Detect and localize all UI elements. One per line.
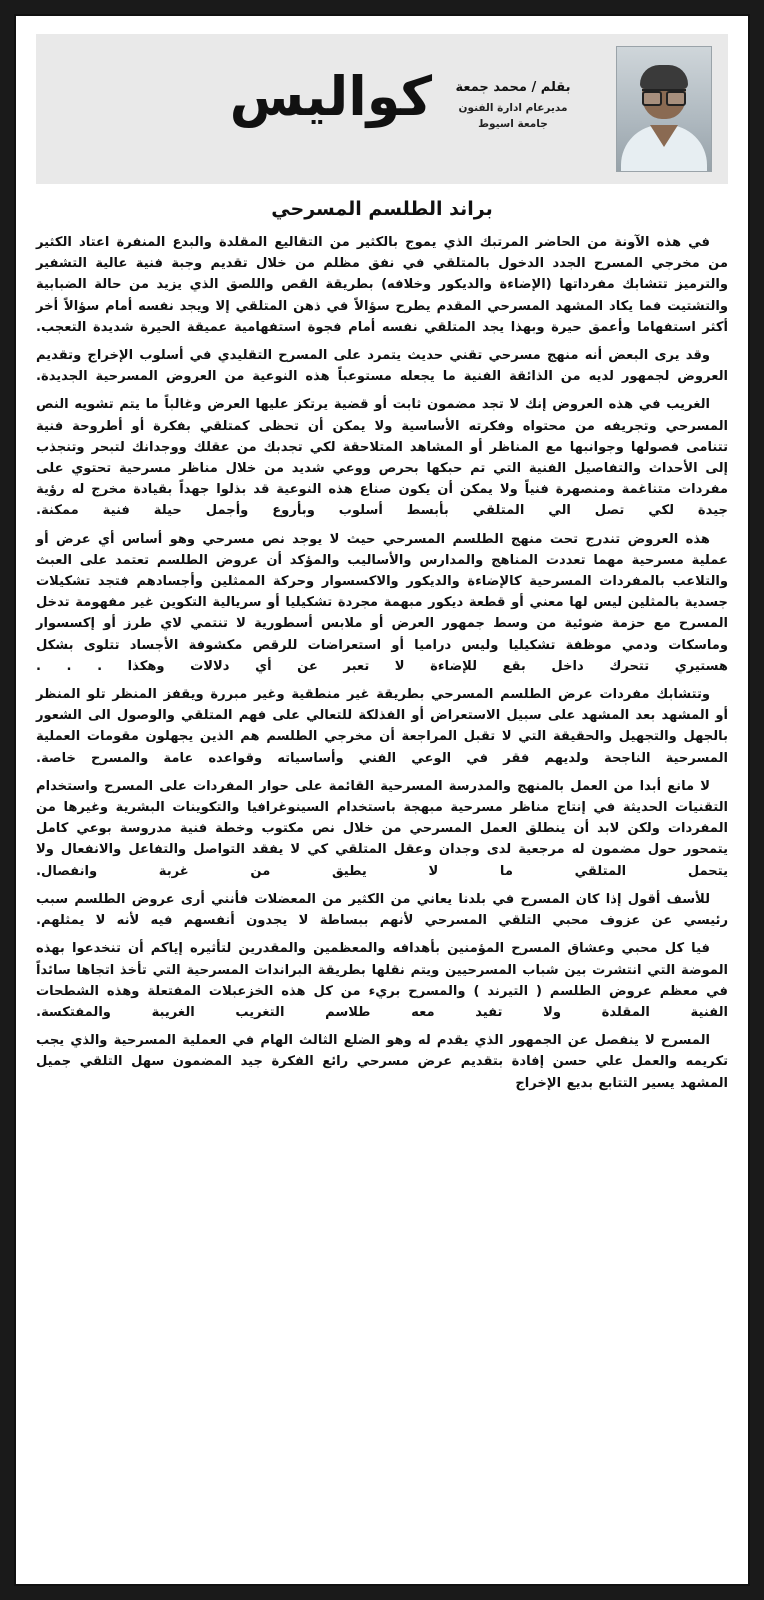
author-name: بقلم / محمد جمعة (455, 80, 571, 95)
article-body (36, 232, 728, 1094)
article-paragraph: في هذه الآونة من الحاضر المرتبك الذي يموج بالكثير من التقاليع المقلدة والبدع المنفرة اعتاد الكثير من مخرجي المسرح الجدد الدخول بالمتلقي في نفق مظلم من خلال تقديم وجبة فنية عالية التشفير والترميز تتشابك مفرداتها (الإضاءة والديكور وخلافه) بطريقة القص واللصق الذي يزيد من حالة الضبابية والتشتيت فما يكاد المشهد المسرحي المقدم يطرح سؤالاً في ذهن المتلقي إلا ويجد نفسه أمام سؤالاً أخر أكثر استفهاما وأعمق حيرة وبهذا يجد المتلقي نفسه أمام فجوة استفهامية عميقة الحيرة شديدة التعجب. (36, 235, 728, 335)
author-role: مديرعام ادارة الفنون (458, 102, 568, 114)
article-paragraph: هذه العروض تندرج تحت منهج الطلسم المسرحي حيث لا يوجد نص مسرحي وهو أساس أي عرض أو عملية مسرحية مهما تعددت المناهج والمدارس والأساليب والمؤكد أن عروض الطلسم تعتمد على العبث والتلاعب بالمفردات المسرحية كالإضاءة والديكور والاكسسوار وحركة الممثلين وأجسادهم فتجد تشكيلات جسدية بالمثلين ليس لها معني أو قطعة ديكور مبهمة مجردة تشكيليا أو سريالية التكوين غير مفهومة تدخل المسرح مع حزمة ضوئية من وسط جمهور العرض أو ملابس أسطورية لا تنتمي لاي طرز أو إكسسوار وماسكات ودمي موظفة تشكيليا وليس دراميا أو استعراضات للرقص مكشوفة الأجساد تتلوى بشكل هستيري تتحرك داخل بقع للإضاءة لا تعبر عن أي دلالات وهكذا . . . (36, 531, 728, 674)
publication-logo: كواليس (229, 65, 432, 128)
article-paragraph: الغريب في هذه العروض إنك لا تجد مضمون ثابت أو قضية يرتكز عليها العرض وغالباً ما يتم تشويه النص المسرحي وتجريفه من محتواه وفكرته الأساسية ولا يمكن أن تحظى كمتلقي بفكرة أو أطروحة فنية تتنامى فصولها وجوانبها مع المناظر أو المشاهد المتلاحقة لكي تجدبك من عقلك ووجدانك لتبحر وتنجذب إلى الأحداث والتفاصيل الفنية التي تم حبكها بحرص ووعي شديد من خلال مناظر مسرحية تحتوي على مفردات متناغمة ومنصهرة فنياً ولا يمكن أن يكون صناع هذه النوعية قد بذلوا جهداً بقيادة مخرج له رؤية جيدة لكي تصل الي المتلقي بأبسط أسلوب وبأروع وأجمل حيلة فنية ممكنة. (36, 397, 728, 519)
article-paragraph: وتتشابك مفردات عرض الطلسم المسرحي بطريقة غير منطقية وغير مبررة ويقفز المنظر تلو المنظر أو المشهد بعد المشهد على سبيل الاستعراض أو الفذلكة للتعالي على فهم المتلقي والوصول الى الشعور بالجهل والتجهيل والحقيقة التي لا تقبل المراجعة أن مخرجي الطلسم هم الذين يجهلون مقومات العملية المسرحية الناجحة ولديهم فقر في الوعي الفني وأساسياته وقواعده عامة والمسرح خاصة. (36, 687, 728, 766)
masthead (36, 34, 728, 184)
photo-hair (640, 65, 688, 89)
article-paragraph: للأسف أقول إذا كان المسرح في بلدنا يعاني من الكثير من المعضلات فأنني أرى عروض الطلسم سبب رئيسي عن عزوف محبي التلقي المسرحي لأنهم ببساطة لا يجدون أنفسهم فيه لأنه لا يمثلهم. (36, 891, 728, 929)
article-paragraph: وقد يرى البعض أنه منهج مسرحي تقني حديث يتمرد على المسرح التقليدي في أسلوب الإخراج وتقديم العروض لجمهور لديه من الذائقة الفنية ما يجعله مستوعباً هذه النوعية من العروض المسرحية الجديدة. (36, 348, 728, 385)
author-photo-wrap (598, 34, 728, 184)
article-paragraph: فيا كل محبي وعشاق المسرح المؤمنين بأهدافه والمعظمين والمقدرين لتأثيره إياكم أن تنخدعوا بهذه الموضة التي انتشرت بين شباب المسرحيين ويتم نقلها بطريقة البراندات المسرحية التي تأخذ اتجاها سائداً في معظم عروض الطلسم ( التيرند ) والمسرح بريء من كل هذه الخزعبلات المفتعلة وهذه الشطحات الفنية المقلدة ولا تفيد معه طلاسم التغريب الغريبة والمفتكسة. (36, 941, 728, 1020)
article-paragraph: لا مانع أبدا من العمل بالمنهج والمدرسة المسرحية القائمة على حوار المفردات على المسرح واستخدام التقنيات الحديثة في إنتاج مناظر مسرحية مبهجة باستخدام السينوغرافيا والتكوينات البشرية وغيرها من المفردات ولكن لابد أن ينطلق العمل المسرحي من خلال نص مكتوب وخطة فنية مدروسة بوعي كامل يتمحور حول مضمون له مرجعية لدى وجدان وعقل المتلقي كي لا يفقد التواصل والتفاعل والانفعال ولا يتحمل المتلقي ما لا يطيق من غربة وانفصال. (36, 778, 728, 879)
author-photo (616, 46, 712, 172)
page-title: براند الطلسم المسرحي (271, 198, 493, 220)
author-organization: جامعة اسيوط (478, 117, 548, 130)
article-sheet (14, 14, 750, 1586)
byline (432, 34, 598, 184)
glasses-icon (642, 89, 686, 103)
logo-wrap (36, 34, 432, 184)
article-paragraph: المسرح لا ينفصل عن الجمهور الذي يقدم له وهو الضلع الثالث الهام في العملية المسرحية والذي يجب تكريمه والعمل علي حسن إفادة بتقديم عرض مسرحي رائع الفكرة جيد المضمون سهل التلقي جميل المشهد يسير التتابع بديع الإخراج (36, 1033, 728, 1091)
